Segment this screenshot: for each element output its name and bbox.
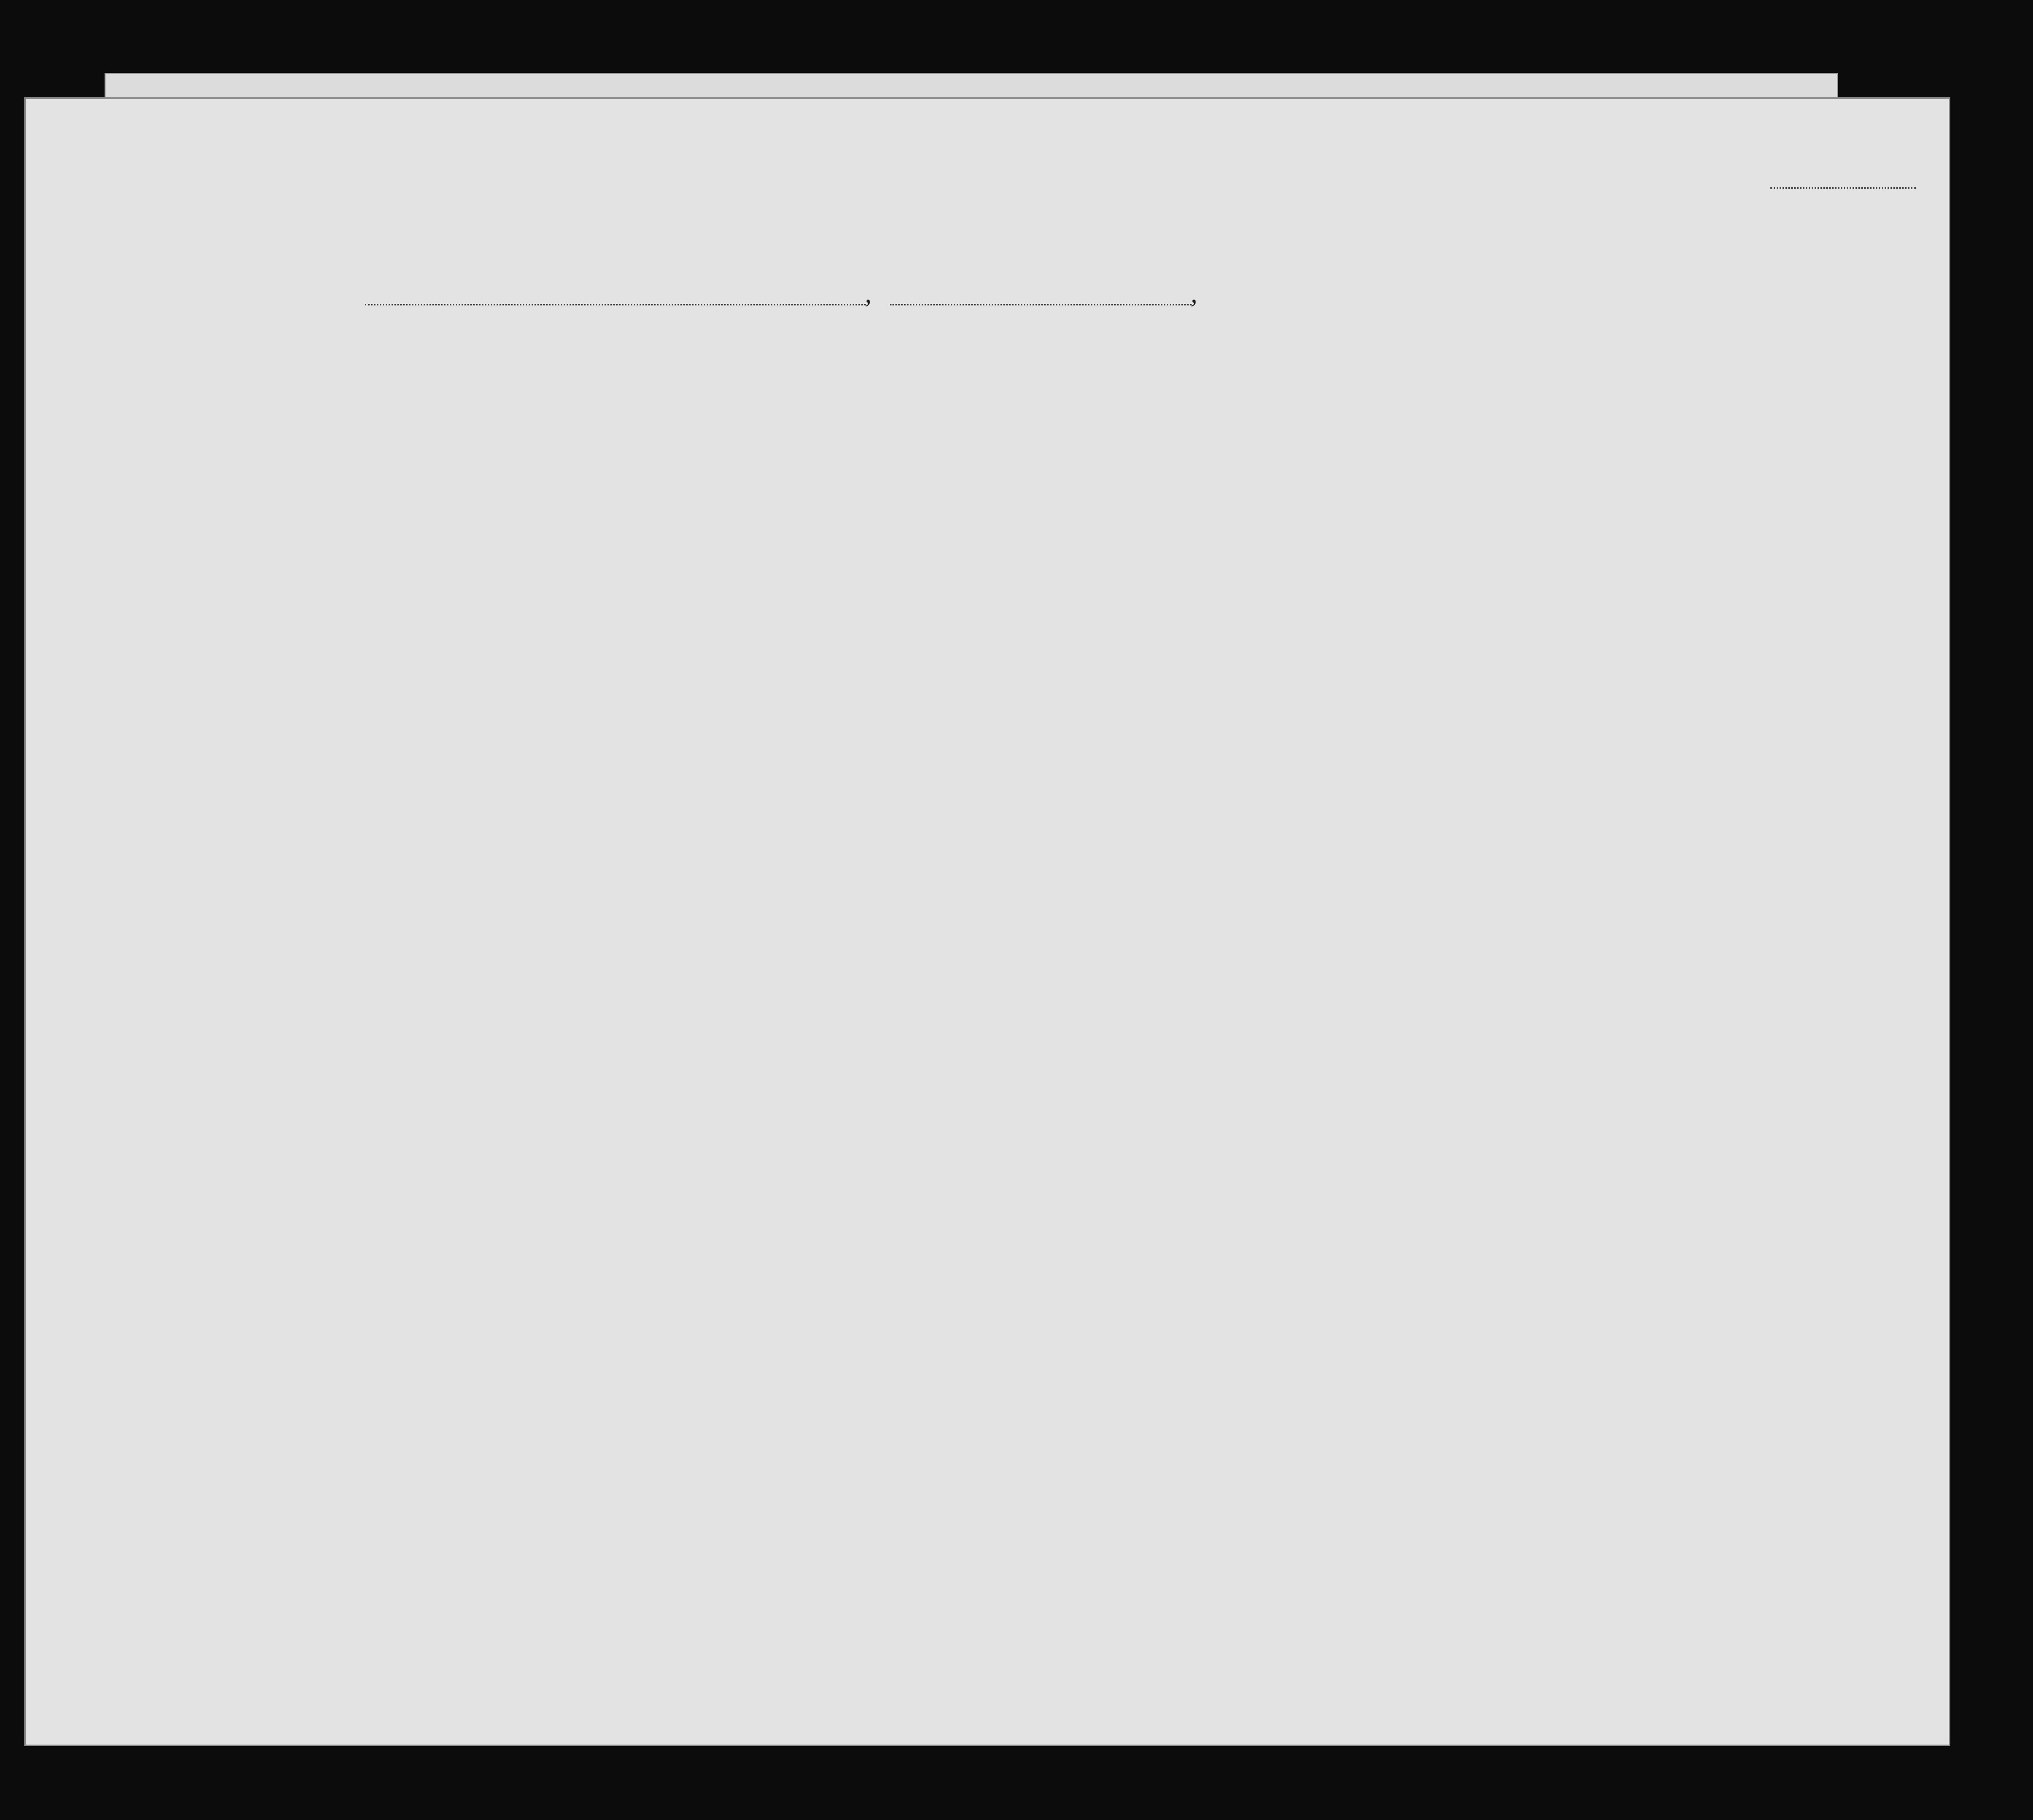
header-ticket xyxy=(593,367,613,482)
header-feet xyxy=(1630,445,1642,474)
header-excluded xyxy=(1468,367,1487,482)
date-line xyxy=(890,304,1192,305)
header-purpose-length xyxy=(1201,394,1223,482)
header-anarchist xyxy=(1346,367,1361,482)
header-prison xyxy=(1255,367,1299,482)
comma-1: , xyxy=(865,279,872,309)
list-number-line xyxy=(1770,187,1916,189)
header-polygamist xyxy=(1323,367,1338,482)
manifest-sheet xyxy=(24,97,1950,1746)
header-inches xyxy=(1651,433,1663,477)
header-labor-offer xyxy=(1424,367,1463,482)
header-purpose-citizen xyxy=(1226,394,1248,482)
comma-2: , xyxy=(1191,279,1197,309)
header-arrested xyxy=(1491,367,1510,482)
header-overthrow xyxy=(1368,367,1421,482)
header-purpose-return xyxy=(1173,394,1197,482)
header-money xyxy=(718,367,737,482)
port-line xyxy=(365,304,866,305)
